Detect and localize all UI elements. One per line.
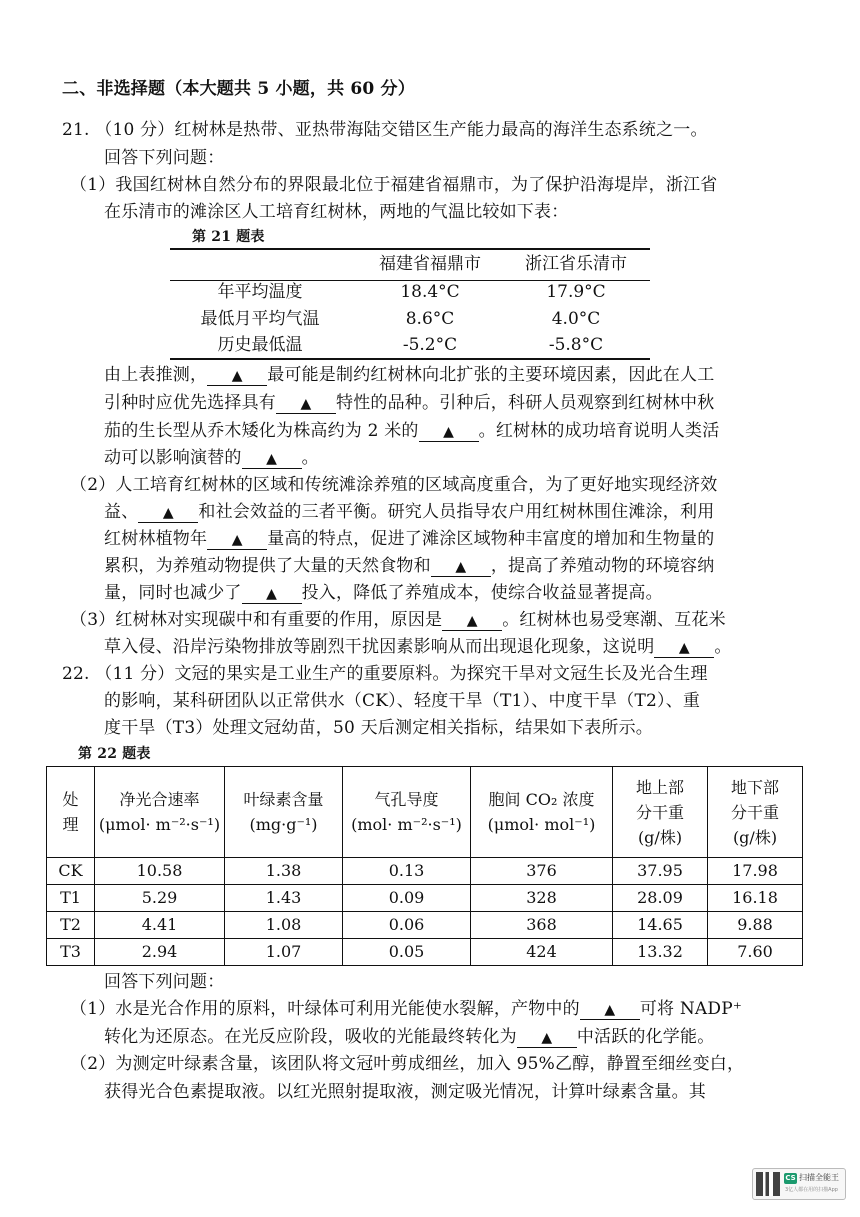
header-line: (g/株) xyxy=(732,827,778,847)
q21-p2-line-1: （2）人工培育红树林的区域和传统滩涂养殖的区域高度重合，为了更好地实现经济效 xyxy=(70,475,718,495)
table-cell: 1.08 xyxy=(225,912,343,939)
header-line: 胞间 CO₂ 浓度 xyxy=(488,790,595,809)
header-underground-weight xyxy=(708,767,803,858)
answer-blank[interactable]: ▲ xyxy=(276,395,336,414)
text-span: 。红树林的成功培育说明人类活 xyxy=(478,421,720,441)
q22-p2-line-1: （2）为测定叶绿素含量，该团队将文冠叶剪成细丝，加入 95%乙醇，静置至细丝变白， xyxy=(70,1054,745,1074)
header-line: (mg·g⁻¹) xyxy=(249,815,318,834)
text-span: （1）水是光合作用的原料，叶绿体可利用光能使水裂解，产物中的 xyxy=(70,999,580,1019)
q22-table xyxy=(46,766,803,966)
q22-p1-line-2 xyxy=(104,1025,714,1049)
text-span: 由上表推测， xyxy=(104,365,208,385)
table-cell: 2.94 xyxy=(95,939,225,966)
text-span: 特性的品种。引种后，科研人员观察到红树林中秋 xyxy=(336,393,715,413)
table-cell: -5.8°C xyxy=(548,335,604,355)
table-cell: 1.43 xyxy=(225,885,343,912)
header-line: 地上部 xyxy=(635,777,684,797)
header-line: 地下部 xyxy=(730,777,779,797)
section-title: 二、非选择题（本大题共 5 小题，共 60 分） xyxy=(62,79,415,99)
answer-blank[interactable]: ▲ xyxy=(442,612,502,631)
table-cell: 14.65 xyxy=(613,912,708,939)
answer-blank[interactable]: ▲ xyxy=(242,585,302,604)
text-span: 可将 NADP⁺ xyxy=(639,999,743,1019)
header-intercellular-co2 xyxy=(471,767,613,858)
text-span: 。 xyxy=(714,637,732,657)
q21-stem-line-2: 回答下列问题： xyxy=(104,148,225,168)
table-row xyxy=(47,858,803,885)
q21-p2-line-2 xyxy=(104,500,714,524)
q21-p3-line-1 xyxy=(70,608,726,632)
answer-blank[interactable]: ▲ xyxy=(207,531,267,550)
table-header-cell: 浙江省乐清市 xyxy=(525,254,627,274)
text-span: 投入，降低了养殖成本，使综合收益显著提高。 xyxy=(301,583,663,603)
text-span: 。 xyxy=(301,448,319,468)
text-span: 中活跃的化学能。 xyxy=(576,1027,715,1047)
q22-p2-line-2: 获得光合色素提取液。以红光照射提取液，测定吸光情况，计算叶绿素含量。其 xyxy=(104,1082,706,1102)
q22-stem-line-1: 22. （11 分）文冠的果实是工业生产的重要原料。为探究干旱对文冠生长及光合生理 xyxy=(62,664,708,684)
header-stomatal-conductance xyxy=(343,767,471,858)
table-cell: T1 xyxy=(47,885,95,912)
table-row-label: 最低月平均气温 xyxy=(200,309,320,329)
table-cell: 18.4°C xyxy=(400,282,460,302)
header-line: 叶绿素含量 xyxy=(243,790,324,809)
answer-blank[interactable]: ▲ xyxy=(242,450,302,469)
table-bottom-rule xyxy=(170,358,650,360)
table-cell: 424 xyxy=(471,939,613,966)
header-line: (mol· m⁻²·s⁻¹) xyxy=(351,815,462,834)
table-cell: T2 xyxy=(47,912,95,939)
q21-p1-line-4 xyxy=(104,391,714,415)
answer-blank[interactable]: ▲ xyxy=(580,1001,640,1020)
q21-p2-line-3 xyxy=(104,527,714,551)
table-row-label: 年平均温度 xyxy=(217,282,303,302)
table-cell: 37.95 xyxy=(613,858,708,885)
q21-stem-line-1: 21. （10 分）红树林是热带、亚热带海陆交错区生产能力最高的海洋生态系统之一。 xyxy=(62,120,708,140)
text-span: 量，同时也减少了 xyxy=(104,583,242,603)
q21-p1-line-5 xyxy=(104,419,719,443)
q21-p1-line-6 xyxy=(104,446,319,470)
header-line: (μmol· mol⁻¹) xyxy=(487,815,596,834)
q21-table-title: 第 21 题表 xyxy=(192,229,265,245)
answer-blank[interactable]: ▲ xyxy=(431,558,491,577)
table-cell: 328 xyxy=(471,885,613,912)
qr-code-icon xyxy=(756,1172,780,1196)
table-row xyxy=(47,912,803,939)
table-header-row xyxy=(47,767,803,858)
table-cell: 368 xyxy=(471,912,613,939)
text-span: 转化为还原态。在光反应阶段，吸收的光能最终转化为 xyxy=(104,1027,517,1047)
table-cell: 17.98 xyxy=(708,858,803,885)
table-cell: 4.41 xyxy=(95,912,225,939)
table-cell: 13.32 xyxy=(613,939,708,966)
q21-p1-line-3 xyxy=(104,363,714,387)
logo-name: 扫描全能王 xyxy=(799,1173,839,1182)
header-line: 气孔导度 xyxy=(374,790,439,809)
table-cell: 10.58 xyxy=(95,858,225,885)
header-line: 分干重 xyxy=(730,802,779,822)
table-cell: 1.07 xyxy=(225,939,343,966)
table-cell: 1.38 xyxy=(225,858,343,885)
table-cell: T3 xyxy=(47,939,95,966)
table-cell: 4.0°C xyxy=(551,309,601,329)
header-line: (μmol· m⁻²·s⁻¹) xyxy=(98,815,221,834)
text-span: 和社会效益的三者平衡。研究人员指导农户用红树林围住滩涂，利用 xyxy=(198,502,715,522)
table-cell: 0.06 xyxy=(343,912,471,939)
answer-blank[interactable]: ▲ xyxy=(138,504,198,523)
header-line: 分干重 xyxy=(635,802,684,822)
q22-stem-line-2: 的影响，某科研团队以正常供水（CK）、轻度干旱（T1）、中度干旱（T2）、重 xyxy=(104,691,701,711)
table-cell: 376 xyxy=(471,858,613,885)
q21-p1-line-2: 在乐清市的滩涂区人工培育红树林，两地的气温比较如下表： xyxy=(104,202,569,222)
table-cell: -5.2°C xyxy=(402,335,458,355)
text-span: 量高的特点，促进了滩涂区域物种丰富度的增加和生物量的 xyxy=(267,529,715,549)
text-span: 草入侵、沿岸污染物排放等剧烈干扰因素影响从而出现退化现象，这说明 xyxy=(104,637,655,657)
table-cell: 0.05 xyxy=(343,939,471,966)
answer-blank[interactable]: ▲ xyxy=(207,367,267,386)
q22-stem-line-3: 度干旱（T3）处理文冠幼苗，50 天后测定相关指标，结果如下表所示。 xyxy=(104,718,653,738)
q22-p1-line-1 xyxy=(70,997,742,1021)
table-cell: 0.09 xyxy=(343,885,471,912)
header-net-photosynthesis xyxy=(95,767,225,858)
header-line: 净光合速率 xyxy=(119,790,200,809)
logo-subtitle: 3亿人都在用的扫描App xyxy=(785,1187,838,1193)
answer-blank[interactable]: ▲ xyxy=(419,423,479,442)
answer-blank[interactable]: ▲ xyxy=(517,1029,577,1048)
header-chlorophyll xyxy=(225,767,343,858)
q22-table-title: 第 22 题表 xyxy=(78,746,151,762)
table-cell: 9.88 xyxy=(708,912,803,939)
table-cell: 17.9°C xyxy=(546,282,606,302)
text-span: 红树林植物年 xyxy=(104,529,208,549)
q21-p3-line-2 xyxy=(104,635,732,659)
text-span: 最可能是制约红树林向北扩张的主要环境因素，因此在人工 xyxy=(267,365,715,385)
scanner-logo xyxy=(752,1168,846,1200)
text-span: 。红树林也易受寒潮、互花米 xyxy=(502,610,726,630)
text-span: （3）红树林对实现碳中和有重要的作用，原因是 xyxy=(70,610,443,630)
table-cell: 16.18 xyxy=(708,885,803,912)
table-cell: 7.60 xyxy=(708,939,803,966)
q21-p1-line-1: （1）我国红树林自然分布的界限最北位于福建省福鼎市，为了保护沿海堤岸，浙江省 xyxy=(70,175,718,195)
text-span: 累积，为养殖动物提供了大量的天然食物和 xyxy=(104,556,431,576)
q21-p2-line-5 xyxy=(104,581,663,605)
table-cell: 8.6°C xyxy=(405,309,455,329)
table-cell: CK xyxy=(47,858,95,885)
table-row xyxy=(47,885,803,912)
header-aboveground-weight xyxy=(613,767,708,858)
table-row-label: 历史最低温 xyxy=(217,335,303,355)
table-cell: 0.13 xyxy=(343,858,471,885)
q21-p2-line-4 xyxy=(104,554,714,578)
q22-answer-prompt: 回答下列问题： xyxy=(104,972,225,992)
text-span: 引种时应优先选择具有 xyxy=(104,393,276,413)
table-header-cell: 福建省福鼎市 xyxy=(379,254,481,274)
text-span: 益、 xyxy=(104,502,139,522)
text-span: 动可以影响演替的 xyxy=(104,448,242,468)
table-row xyxy=(47,939,803,966)
header-line: (g/株) xyxy=(637,827,683,847)
table-top-rule xyxy=(170,248,650,250)
table-cell: 5.29 xyxy=(95,885,225,912)
header-line: 处 xyxy=(62,790,79,809)
cs-badge-icon: CS xyxy=(785,1174,796,1182)
text-span: ，提高了养殖动物的环境容纳 xyxy=(490,556,715,576)
text-span: 茄的生长型从乔木矮化为株高约为 2 米的 xyxy=(104,421,419,441)
header-treatment xyxy=(47,767,95,858)
header-line: 理 xyxy=(62,815,79,834)
answer-blank[interactable]: ▲ xyxy=(654,639,714,658)
table-cell: 28.09 xyxy=(613,885,708,912)
